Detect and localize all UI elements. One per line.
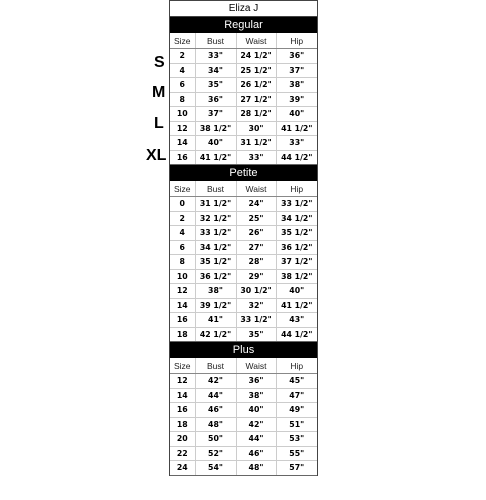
table-row bbox=[170, 107, 317, 122]
column-header: Size bbox=[170, 181, 195, 197]
table-cell: 25 1/2" bbox=[236, 63, 276, 78]
section-title-petite: Petite bbox=[170, 165, 317, 181]
table-row bbox=[170, 388, 317, 403]
table-cell: 30 1/2" bbox=[236, 284, 276, 299]
table-cell: 30" bbox=[236, 121, 276, 136]
table-row bbox=[170, 121, 317, 136]
table-cell: 34" bbox=[195, 63, 236, 78]
table-cell: 40" bbox=[236, 403, 276, 418]
table-row bbox=[170, 284, 317, 299]
table-cell: 49" bbox=[276, 403, 317, 418]
table-row bbox=[170, 49, 317, 64]
table-cell: 31 1/2" bbox=[236, 136, 276, 151]
table-cell: 18 bbox=[170, 327, 195, 342]
table-cell: 14 bbox=[170, 136, 195, 151]
table-cell: 45" bbox=[276, 374, 317, 389]
table-row bbox=[170, 432, 317, 447]
table-cell: 14 bbox=[170, 388, 195, 403]
letter-size-s: S bbox=[154, 54, 165, 71]
table-cell: 35 1/2" bbox=[276, 226, 317, 241]
table-cell: 10 bbox=[170, 269, 195, 284]
table-cell: 8 bbox=[170, 92, 195, 107]
column-header: Bust bbox=[195, 358, 236, 374]
table-cell: 54" bbox=[195, 461, 236, 476]
column-header: Waist bbox=[236, 181, 276, 197]
table-cell: 16 bbox=[170, 150, 195, 165]
table-cell: 12 bbox=[170, 284, 195, 299]
table-cell: 26 1/2" bbox=[236, 78, 276, 93]
brand-name: Eliza J bbox=[170, 0, 317, 17]
table-cell: 37" bbox=[195, 107, 236, 122]
table-row bbox=[170, 298, 317, 313]
table-cell: 40" bbox=[276, 107, 317, 122]
table-cell: 2 bbox=[170, 49, 195, 64]
section-title-regular: Regular bbox=[170, 17, 317, 33]
table-cell: 10 bbox=[170, 107, 195, 122]
table-cell: 36" bbox=[236, 374, 276, 389]
table-cell: 51" bbox=[276, 417, 317, 432]
letter-size-labels bbox=[0, 0, 168, 500]
table-cell: 41 1/2" bbox=[276, 121, 317, 136]
table-cell: 20 bbox=[170, 432, 195, 447]
table-cell: 37" bbox=[276, 63, 317, 78]
table-cell: 27" bbox=[236, 240, 276, 255]
table-cell: 38 1/2" bbox=[195, 121, 236, 136]
column-header: Size bbox=[170, 33, 195, 49]
table-cell: 22 bbox=[170, 446, 195, 461]
table-cell: 28 1/2" bbox=[236, 107, 276, 122]
size-table-regular bbox=[170, 33, 317, 165]
table-cell: 33" bbox=[276, 136, 317, 151]
column-header: Bust bbox=[195, 181, 236, 197]
table-cell: 57" bbox=[276, 461, 317, 476]
table-cell: 24 bbox=[170, 461, 195, 476]
table-cell: 43" bbox=[276, 313, 317, 328]
table-row bbox=[170, 240, 317, 255]
table-cell: 32 1/2" bbox=[195, 211, 236, 226]
table-cell: 18 bbox=[170, 417, 195, 432]
table-row bbox=[170, 226, 317, 241]
table-cell: 33 1/2" bbox=[276, 197, 317, 212]
table-cell: 42" bbox=[236, 417, 276, 432]
table-cell: 35 1/2" bbox=[195, 255, 236, 270]
table-cell: 44 1/2" bbox=[276, 327, 317, 342]
table-cell: 16 bbox=[170, 313, 195, 328]
table-cell: 35" bbox=[195, 78, 236, 93]
table-row bbox=[170, 92, 317, 107]
table-cell: 33 1/2" bbox=[195, 226, 236, 241]
header-row bbox=[170, 181, 317, 197]
table-cell: 27 1/2" bbox=[236, 92, 276, 107]
table-row bbox=[170, 403, 317, 418]
table-cell: 4 bbox=[170, 226, 195, 241]
table-row bbox=[170, 446, 317, 461]
table-cell: 14 bbox=[170, 298, 195, 313]
table-cell: 36" bbox=[195, 92, 236, 107]
table-cell: 0 bbox=[170, 197, 195, 212]
column-header: Hip bbox=[276, 33, 317, 49]
table-cell: 41" bbox=[195, 313, 236, 328]
size-chart bbox=[169, 0, 318, 476]
table-row bbox=[170, 417, 317, 432]
letter-size-xl: XL bbox=[146, 147, 167, 164]
table-cell: 50" bbox=[195, 432, 236, 447]
table-row bbox=[170, 255, 317, 270]
table-cell: 40" bbox=[195, 136, 236, 151]
table-cell: 42" bbox=[195, 374, 236, 389]
table-cell: 16 bbox=[170, 403, 195, 418]
table-row bbox=[170, 327, 317, 342]
column-header: Hip bbox=[276, 358, 317, 374]
column-header: Waist bbox=[236, 33, 276, 49]
table-cell: 38" bbox=[276, 78, 317, 93]
table-cell: 33" bbox=[195, 49, 236, 64]
column-header: Bust bbox=[195, 33, 236, 49]
table-cell: 34 1/2" bbox=[195, 240, 236, 255]
table-cell: 36 1/2" bbox=[276, 240, 317, 255]
table-cell: 39" bbox=[276, 92, 317, 107]
table-cell: 2 bbox=[170, 211, 195, 226]
table-cell: 44" bbox=[195, 388, 236, 403]
table-cell: 32" bbox=[236, 298, 276, 313]
table-cell: 36" bbox=[276, 49, 317, 64]
table-cell: 34 1/2" bbox=[276, 211, 317, 226]
table-cell: 37 1/2" bbox=[276, 255, 317, 270]
letter-size-m: M bbox=[152, 84, 166, 101]
table-cell: 47" bbox=[276, 388, 317, 403]
table-cell: 29" bbox=[236, 269, 276, 284]
table-cell: 40" bbox=[276, 284, 317, 299]
table-cell: 31 1/2" bbox=[195, 197, 236, 212]
table-cell: 48" bbox=[236, 461, 276, 476]
table-cell: 46" bbox=[195, 403, 236, 418]
column-header: Size bbox=[170, 358, 195, 374]
table-cell: 44" bbox=[236, 432, 276, 447]
table-row bbox=[170, 63, 317, 78]
letter-size-l: L bbox=[154, 115, 164, 132]
table-cell: 48" bbox=[195, 417, 236, 432]
table-cell: 36 1/2" bbox=[195, 269, 236, 284]
table-row bbox=[170, 136, 317, 151]
table-cell: 33" bbox=[236, 150, 276, 165]
table-row bbox=[170, 197, 317, 212]
table-cell: 4 bbox=[170, 63, 195, 78]
table-cell: 6 bbox=[170, 78, 195, 93]
table-cell: 8 bbox=[170, 255, 195, 270]
header-row bbox=[170, 33, 317, 49]
table-row bbox=[170, 269, 317, 284]
size-table-plus bbox=[170, 358, 317, 476]
header-row bbox=[170, 358, 317, 374]
table-cell: 38" bbox=[195, 284, 236, 299]
table-row bbox=[170, 313, 317, 328]
table-cell: 33 1/2" bbox=[236, 313, 276, 328]
column-header: Hip bbox=[276, 181, 317, 197]
table-cell: 46" bbox=[236, 446, 276, 461]
table-row bbox=[170, 78, 317, 93]
table-cell: 12 bbox=[170, 374, 195, 389]
table-cell: 52" bbox=[195, 446, 236, 461]
table-cell: 24 1/2" bbox=[236, 49, 276, 64]
column-header: Waist bbox=[236, 358, 276, 374]
size-sections bbox=[170, 17, 317, 476]
table-cell: 25" bbox=[236, 211, 276, 226]
section-title-plus: Plus bbox=[170, 342, 317, 358]
table-cell: 28" bbox=[236, 255, 276, 270]
table-cell: 38 1/2" bbox=[276, 269, 317, 284]
table-cell: 12 bbox=[170, 121, 195, 136]
table-row bbox=[170, 150, 317, 165]
table-cell: 24" bbox=[236, 197, 276, 212]
size-table-petite bbox=[170, 181, 317, 342]
table-cell: 53" bbox=[276, 432, 317, 447]
table-cell: 26" bbox=[236, 226, 276, 241]
table-cell: 35" bbox=[236, 327, 276, 342]
table-cell: 44 1/2" bbox=[276, 150, 317, 165]
table-cell: 55" bbox=[276, 446, 317, 461]
table-cell: 41 1/2" bbox=[276, 298, 317, 313]
table-row bbox=[170, 461, 317, 476]
table-cell: 41 1/2" bbox=[195, 150, 236, 165]
table-row bbox=[170, 374, 317, 389]
table-cell: 42 1/2" bbox=[195, 327, 236, 342]
table-row bbox=[170, 211, 317, 226]
table-cell: 6 bbox=[170, 240, 195, 255]
table-cell: 39 1/2" bbox=[195, 298, 236, 313]
table-cell: 38" bbox=[236, 388, 276, 403]
